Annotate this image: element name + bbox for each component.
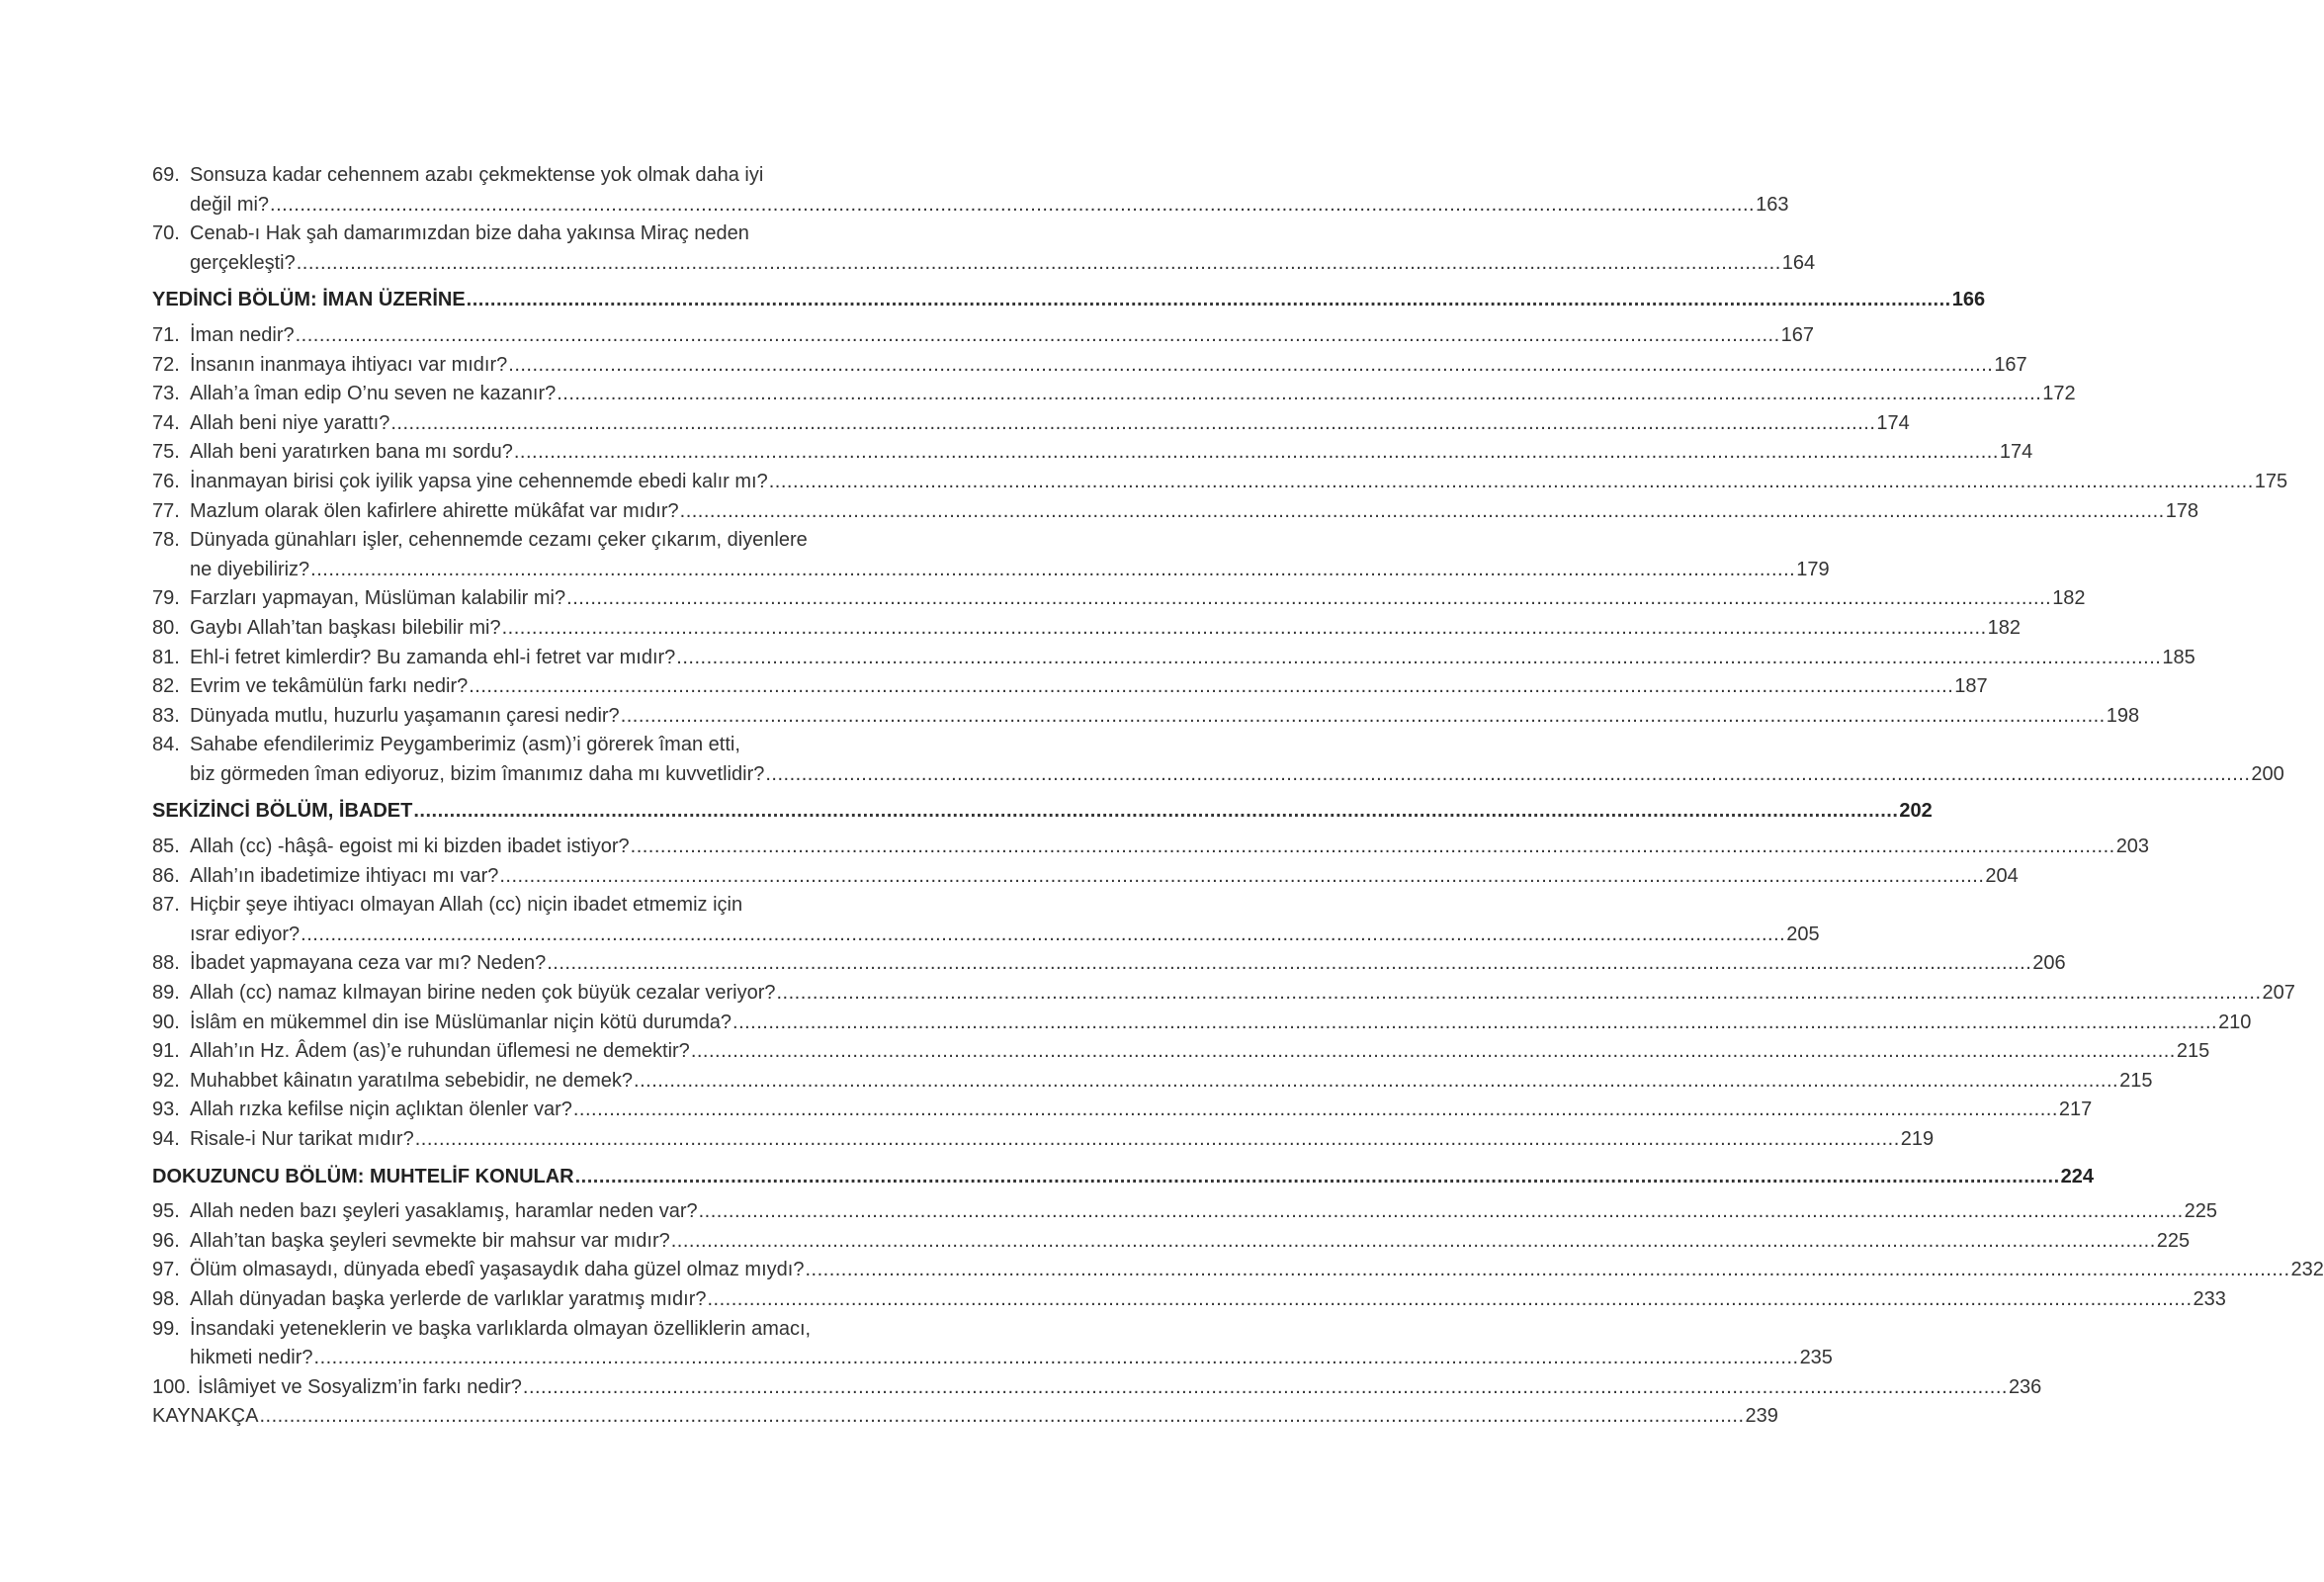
entry-number: 73. — [152, 383, 180, 405]
page-number: 215 — [2176, 1040, 2210, 1063]
entry-number: 71. — [152, 323, 180, 346]
page-number: 217 — [2058, 1099, 2093, 1121]
page-number: 185 — [2162, 646, 2195, 668]
entry-title: ısrar ediyor? — [190, 923, 301, 945]
page-number: 225 — [2184, 1200, 2218, 1223]
page-number: 175 — [2254, 470, 2288, 492]
toc-entry — [152, 1227, 2191, 1257]
page-number: 206 — [2032, 952, 2066, 975]
page-number: 235 — [1799, 1347, 1833, 1369]
dot-leader — [259, 1402, 1744, 1432]
entry-title: Gaybı Allah’tan başkası bilebilir mi? — [190, 616, 501, 639]
toc-entry — [152, 760, 2284, 790]
entry-title: Allah neden bazı şeyleri yasaklamış, haramlar neden var? — [190, 1200, 698, 1223]
page-number: 225 — [2156, 1229, 2191, 1252]
entry-title: İman nedir? — [190, 323, 295, 346]
dot-leader — [314, 1344, 1799, 1373]
page-number: 202 — [1899, 800, 1933, 823]
page-number: 232 — [2290, 1259, 2324, 1281]
toc-entry — [152, 497, 2199, 527]
entry-number: 96. — [152, 1229, 180, 1252]
page-number: 166 — [1951, 289, 1986, 311]
dot-leader — [557, 380, 2041, 409]
dot-leader — [415, 1125, 1900, 1155]
entry-title: Sonsuza kadar cehennem azabı çekmektense yok olmak daha iyi — [190, 164, 764, 186]
entry-number: 87. — [152, 894, 180, 917]
entry-title: Allah beni niye yarattı? — [190, 411, 390, 434]
entry-title: Allah beni yaratırken bana mı sordu? — [190, 441, 513, 464]
toc-entry-bibliography — [152, 1402, 1778, 1432]
entry-number: 72. — [152, 353, 180, 376]
toc-entry — [152, 921, 1820, 950]
toc-entry — [152, 702, 2140, 732]
toc-entry — [152, 862, 2019, 892]
page-number: 203 — [2115, 835, 2150, 858]
dot-leader — [777, 979, 2262, 1009]
page-number: 224 — [2060, 1165, 2095, 1187]
dot-leader — [310, 556, 1795, 585]
entry-number: 92. — [152, 1069, 180, 1092]
dot-leader — [502, 614, 1987, 644]
dot-leader — [621, 702, 2106, 732]
entry-title: hikmeti nedir? — [190, 1347, 313, 1369]
dot-leader — [699, 1197, 2184, 1227]
dot-leader — [413, 797, 1898, 827]
toc-entry — [152, 1315, 904, 1345]
entry-title: değil mi? — [190, 193, 270, 216]
page-number: 200 — [2251, 762, 2284, 785]
entry-title: Ehl-i fetret kimlerdir? Bu zamanda ehl-i fetret var mıdır? — [190, 646, 676, 668]
entry-number: 81. — [152, 646, 180, 668]
dot-leader — [573, 1096, 2058, 1125]
entry-number: 86. — [152, 864, 180, 887]
entry-title: Allah (cc) -hâşâ- egoist mi ki bizden ibadet istiyor? — [190, 835, 630, 858]
page-number: 236 — [2008, 1375, 2042, 1398]
entry-number: 95. — [152, 1200, 180, 1223]
section-heading — [152, 797, 1933, 827]
dot-leader — [634, 1067, 2118, 1097]
dot-leader — [680, 497, 2165, 527]
toc-entry — [152, 584, 2086, 614]
page-number: 198 — [2106, 704, 2140, 727]
dot-leader — [765, 760, 2250, 790]
page-number: 164 — [1781, 251, 1816, 274]
dot-leader — [547, 949, 2031, 979]
page-number: 167 — [1994, 353, 2027, 376]
dot-leader — [566, 584, 2051, 614]
toc-entry — [152, 1197, 2218, 1227]
page-number: 239 — [1745, 1405, 1778, 1428]
entry-title: KAYNAKÇA — [152, 1405, 259, 1428]
toc-entry — [152, 1037, 2210, 1067]
entry-number: 75. — [152, 441, 180, 464]
entry-title: Allah dünyadan başka yerlerde de varlıklar yaratmış mıdır? — [190, 1287, 707, 1310]
section-heading — [152, 1163, 2095, 1192]
toc-entry — [152, 556, 1830, 585]
entry-number: 78. — [152, 529, 180, 552]
entry-number: 69. — [152, 164, 180, 186]
entry-title: Allah’tan başka şeyleri sevmekte bir mahsur var mıdır? — [190, 1229, 670, 1252]
dot-leader — [301, 921, 1785, 950]
toc-entry — [152, 409, 1910, 439]
entry-title: Allah’ın ibadetimize ihtiyacı mı var? — [190, 864, 499, 887]
toc-entry — [152, 1344, 1833, 1373]
page-number: 187 — [1954, 675, 1988, 698]
entry-number: 88. — [152, 952, 180, 975]
toc-entry — [152, 1009, 2252, 1038]
page-number: 174 — [1876, 411, 1910, 434]
entry-number: 74. — [152, 411, 180, 434]
dot-leader — [514, 438, 1999, 468]
page-number: 215 — [2119, 1069, 2153, 1092]
entry-title: Ölüm olmasaydı, dünyada ebedî yaşasaydık daha güzel olmaz mıydı? — [190, 1259, 805, 1281]
entry-title: biz görmeden îman ediyoruz, bizim îmanımız daha mı kuvvetlidir? — [190, 762, 765, 785]
toc-entry — [152, 526, 904, 556]
dot-leader — [691, 1037, 2176, 1067]
toc-entry — [152, 1256, 2324, 1285]
entry-title: İnsanın inanmaya ihtiyacı var mıdır? — [190, 353, 508, 376]
entry-number: 80. — [152, 616, 180, 639]
toc-entry — [152, 468, 2288, 497]
section-heading — [152, 286, 1986, 315]
toc-entry — [152, 1125, 1935, 1155]
entry-number: 70. — [152, 222, 180, 245]
page-number: 219 — [1900, 1128, 1935, 1150]
dot-leader — [270, 191, 1755, 220]
entry-number: 98. — [152, 1287, 180, 1310]
section-title: YEDİNCİ BÖLÜM: İMAN ÜZERİNE — [152, 289, 466, 311]
entry-number: 91. — [152, 1040, 180, 1063]
entry-title: İnsandaki yeteneklerin ve başka varlıklarda olmayan özelliklerin amacı, — [190, 1317, 812, 1340]
dot-leader — [769, 468, 2254, 497]
entry-title: Allah rızka kefilse niçin açlıktan ölenler var? — [190, 1099, 572, 1121]
entry-title: Allah (cc) namaz kılmayan birine neden çok büyük cezalar veriyor? — [190, 982, 776, 1005]
page-number: 182 — [1987, 616, 2022, 639]
dot-leader — [732, 1009, 2217, 1038]
toc-entry — [152, 614, 2022, 644]
entry-number: 90. — [152, 1011, 180, 1033]
toc-entry — [152, 1285, 2226, 1315]
entry-number: 82. — [152, 675, 180, 698]
table-of-contents — [152, 161, 2324, 1432]
entry-number: 79. — [152, 587, 180, 610]
entry-title: Dünyada günahları işler, cehennemde cezamı çeker çıkarım, diyenlere — [190, 529, 808, 552]
entry-title: Muhabbet kâinatın yaratılma sebebidir, ne demek? — [190, 1069, 634, 1092]
entry-title: Hiçbir şeye ihtiyacı olmayan Allah (cc) niçin ibadet etmemiz için — [190, 894, 743, 917]
entry-number: 93. — [152, 1099, 180, 1121]
entry-title: Allah’ın Hz. Âdem (as)’e ruhundan üflemesi ne demektir? — [190, 1040, 690, 1063]
page-number: 233 — [2193, 1287, 2226, 1310]
section-title: SEKİZİNCİ BÖLÜM, İBADET — [152, 800, 413, 823]
entry-title: Risale-i Nur tarikat mıdır? — [190, 1128, 414, 1150]
toc-entry — [152, 979, 2295, 1009]
entry-title: İbadet yapmayana ceza var mı? Neden? — [190, 952, 547, 975]
dot-leader — [523, 1373, 2008, 1403]
dot-leader — [390, 409, 1875, 439]
page-number: 205 — [1786, 923, 1820, 945]
toc-entry — [152, 191, 1789, 220]
toc-entry — [152, 833, 2150, 862]
entry-title: İslâmiyet ve Sosyalizm’in farkı nedir? — [198, 1375, 522, 1398]
dot-leader — [297, 249, 1781, 279]
page-number: 182 — [2052, 587, 2086, 610]
entry-title: Evrim ve tekâmülün farkı nedir? — [190, 675, 469, 698]
toc-entry — [152, 438, 2033, 468]
dot-leader — [469, 672, 1953, 702]
page-number: 178 — [2165, 499, 2199, 522]
page-number: 204 — [1985, 864, 2019, 887]
entry-number: 76. — [152, 470, 180, 492]
entry-number: 99. — [152, 1317, 180, 1340]
entry-title: Mazlum olarak ölen kafirlere ahirette mükâfat var mıdır? — [190, 499, 679, 522]
dot-leader — [508, 351, 1993, 381]
entry-number: 89. — [152, 982, 180, 1005]
page-number: 210 — [2218, 1011, 2252, 1033]
entry-title: Dünyada mutlu, huzurlu yaşamanın çaresi nedir? — [190, 704, 620, 727]
entry-title: Cenab-ı Hak şah damarımızdan bize daha yakınsa Miraç neden — [190, 222, 749, 245]
page-number: 174 — [1999, 441, 2033, 464]
entry-number: 83. — [152, 704, 180, 727]
dot-leader — [671, 1227, 2156, 1257]
entry-title: Sahabe efendilerimiz Peygamberimiz (asm)’i görerek îman etti, — [190, 734, 740, 756]
toc-entry — [152, 1373, 2042, 1403]
toc-entry — [152, 1096, 2093, 1125]
entry-title: İslâm en mükemmel din ise Müslümanlar niçin kötü durumda? — [190, 1011, 732, 1033]
toc-entry — [152, 644, 2195, 673]
dot-leader — [707, 1285, 2192, 1315]
entry-title: ne diyebiliriz? — [190, 558, 310, 580]
page-number: 179 — [1796, 558, 1830, 580]
toc-entry — [152, 161, 904, 191]
dot-leader — [467, 286, 1951, 315]
dot-leader — [805, 1256, 2289, 1285]
entry-number: 94. — [152, 1128, 180, 1150]
entry-number: 84. — [152, 734, 180, 756]
toc-entry — [152, 731, 904, 760]
entry-number: 77. — [152, 499, 180, 522]
toc-entry — [152, 249, 1816, 279]
entry-number: 97. — [152, 1259, 180, 1281]
dot-leader — [676, 644, 2161, 673]
entry-title: Allah’a îman edip O’nu seven ne kazanır? — [190, 383, 557, 405]
entry-number: 85. — [152, 835, 180, 858]
toc-entry — [152, 351, 2027, 381]
dot-leader — [575, 1163, 2060, 1192]
page-number: 207 — [2262, 982, 2295, 1005]
page-number: 167 — [1780, 323, 1815, 346]
toc-entry — [152, 891, 904, 921]
section-title: DOKUZUNCU BÖLÜM: MUHTELİF KONULAR — [152, 1165, 574, 1187]
toc-entry — [152, 220, 904, 249]
toc-entry — [152, 321, 1815, 351]
dot-leader — [631, 833, 2115, 862]
entry-title: Farzları yapmayan, Müslüman kalabilir mi? — [190, 587, 566, 610]
toc-entry — [152, 672, 1988, 702]
entry-title: İnanmayan birisi çok iyilik yapsa yine cehennemde ebedi kalır mı? — [190, 470, 768, 492]
toc-entry — [152, 380, 2076, 409]
page-number: 172 — [2042, 383, 2076, 405]
page-number: 163 — [1756, 193, 1789, 216]
entry-number: 100. — [152, 1375, 191, 1398]
dot-leader — [296, 321, 1780, 351]
toc-entry — [152, 949, 2066, 979]
entry-title: gerçekleşti? — [190, 251, 296, 274]
dot-leader — [499, 862, 1984, 892]
toc-entry — [152, 1067, 2153, 1097]
